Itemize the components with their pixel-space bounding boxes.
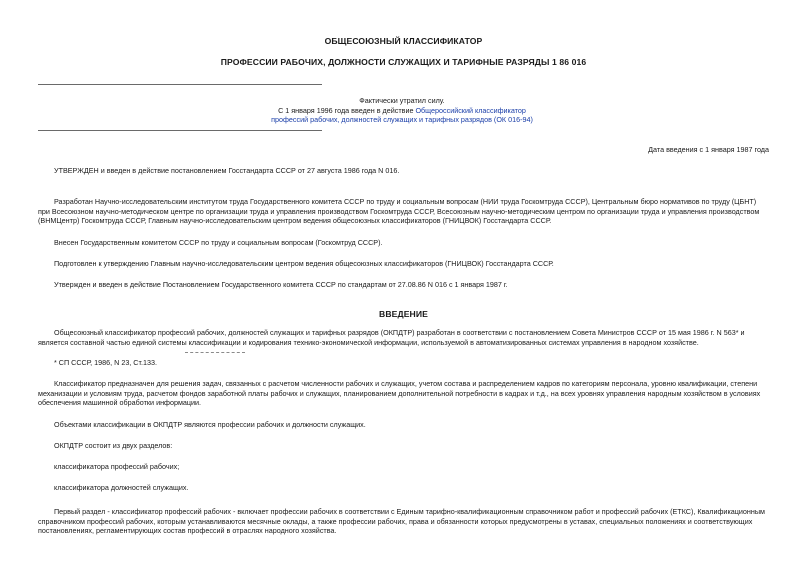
footnote-divider <box>185 352 245 353</box>
notice-line-2 <box>200 106 604 116</box>
intro-p2-line: механизации и условиям труда, расчетом фондов заработной платы рабочих и служащих, планированием дополнительной потребности в кадрах и т.д., на всех уровнях управления народным хозяйством в условиях <box>38 388 761 398</box>
notice-line-2-prefix: С 1 января 1996 года введен в действие <box>278 105 416 115</box>
intro-p1-line: Общесоюзный классификатор профессий рабочих, должностей служащих и тарифных разрядов (ОКПДТР) разработан в соответствии с постановлением Совета Министров СССР от 15 мая 1986 г. N 563* и <box>54 328 745 337</box>
intro-p7-line: Первый раздел - классификатор профессий рабочих - включает профессии рабочих в соответствии с Единым тарифно-квалификационным справочником работ и профессий рабочих (ЕТКС), Квалификационным <box>54 507 765 516</box>
intro-p2-line: обеспечения машинной обработки информации. <box>38 398 202 407</box>
introduced-paragraph: Внесен Государственным комитетом СССР по труду и социальным вопросам (Госкомтруд СССР). <box>54 238 383 247</box>
intro-paragraph-1 <box>38 328 777 347</box>
notice-bottom-rule <box>38 130 322 131</box>
intro-paragraph-2 <box>38 379 777 408</box>
okpdtr-link-2[interactable]: профессий рабочих, должностей служащих и тарифных разрядов (ОК 016-94) <box>271 115 533 124</box>
section-title: ВВЕДЕНИЕ <box>379 309 428 319</box>
intro-p1-line: является составной частью единой системы классификации и кодирования технико-экономической информации, используемой в автоматизированных системах управления в народном хозяйстве. <box>38 337 699 347</box>
approved-paragraph: УТВЕРЖДЕН и введен в действие постановлением Госстандарта СССР от 27 августа 1986 года N 016. <box>54 166 400 175</box>
notice-line-1: Фактически утратил силу. <box>359 96 445 105</box>
developed-line: Разработан Научно-исследовательским институтом труда Государственного комитета СССР по труду и социальным вопросам (НИИ труда Госкомтруда СССР), Центральным бюро нормативов по труду (ЦБНТ) <box>54 197 757 206</box>
developed-line: при Всесоюзном научно-методическом центре по организации труда и управления производством Госкомтруда СССР, Всесоюзным научно-методическим центром по организации труда и управления производством <box>38 206 760 216</box>
footnote: * СП СССР, 1986, N 23, Ст.133. <box>54 358 157 367</box>
intro-paragraph-4: ОКПДТР состоит из двух разделов: <box>54 441 173 450</box>
intro-date: Дата введения с 1 января 1987 года <box>648 145 769 154</box>
intro-paragraph-5: классификатора профессий рабочих; <box>54 462 180 471</box>
developed-line: (ВНМЦентр) Госкомтруда СССР, Главным научно-исследовательским центром ведения общесоюзных классификаторов (ГНИЦВОК) Госстандарта СССР. <box>38 216 552 225</box>
okpdtr-link-1[interactable]: Общероссийский классификатор <box>415 105 526 115</box>
prepared-paragraph: Подготовлен к утверждению Главным научно-исследовательским центром ведения общесоюзных классификаторов (ГНИЦВОК) Госстандарта СССР. <box>54 259 554 268</box>
approved2-paragraph: Утвержден и введен в действие Постановлением Государственного комитета СССР по стандартам от 27.08.86 N 016 с 1 января 1987 г. <box>54 280 508 289</box>
intro-paragraph-6: классификатора должностей служащих. <box>54 483 189 492</box>
intro-p2-line: Классификатор предназначен для решения задач, связанных с расчетом численности рабочих и служащих, учетом состава и распределением кадров по категориям персонала, уровню квалификации, степени <box>54 379 758 388</box>
intro-p7-line: справочником профессий рабочих, которым устанавливаются месячные оклады, а также профессии рабочих, права и обязанности которых предусмотрены в уставах, специальных положениях и соответствующих <box>38 516 753 526</box>
notice-top-rule <box>38 84 322 85</box>
developed-paragraph <box>38 197 777 226</box>
intro-p7-line: постановлениях, регламентирующих состав профессий в отраслях народного хозяйства. <box>38 526 337 535</box>
notice-block <box>200 96 604 125</box>
intro-paragraph-3: Объектами классификации в ОКПДТР являются профессии рабочих и должности служащих. <box>54 420 366 429</box>
document-subtitle: ПРОФЕССИИ РАБОЧИХ, ДОЛЖНОСТИ СЛУЖАЩИХ И ТАРИФНЫЕ РАЗРЯДЫ 1 86 016 <box>220 57 587 67</box>
intro-paragraph-7 <box>38 507 777 536</box>
document-title: ОБЩЕСОЮЗНЫЙ КЛАССИФИКАТОР <box>324 36 483 46</box>
